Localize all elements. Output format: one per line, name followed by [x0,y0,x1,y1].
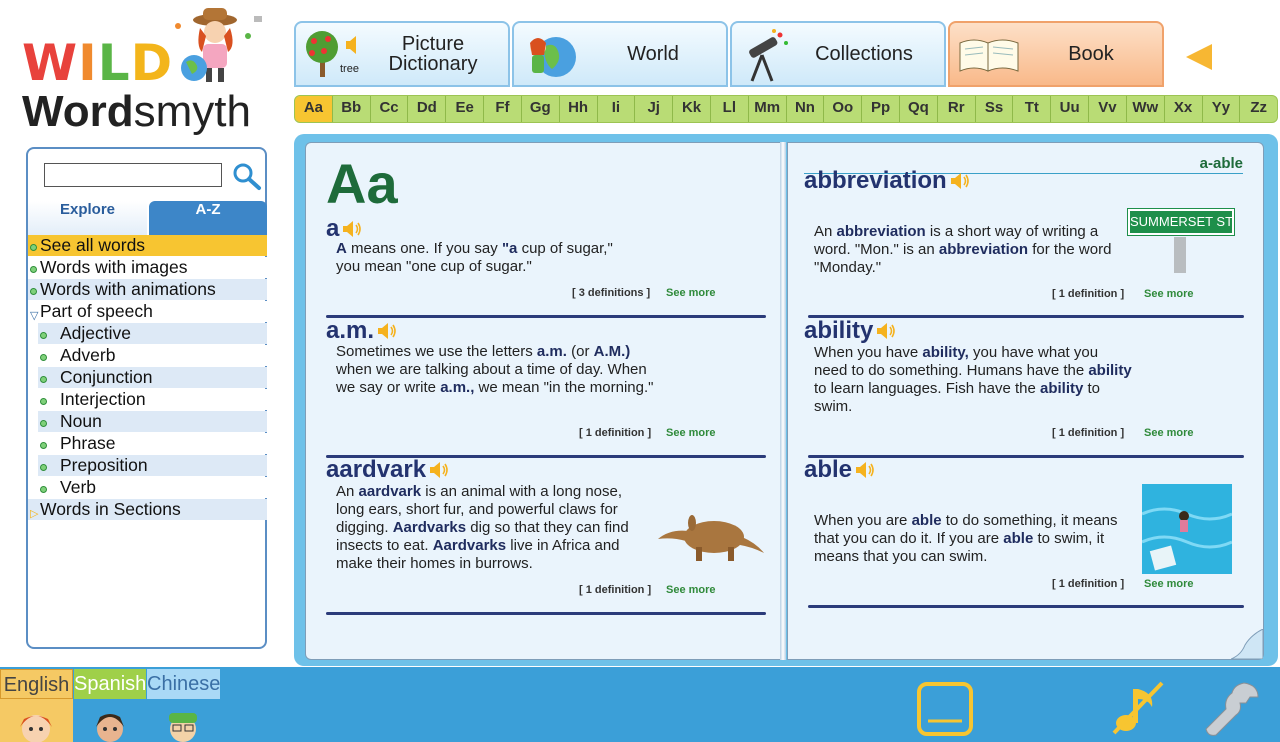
letter-tab-y[interactable]: Yy [1203,96,1241,122]
tab-picture-dictionary[interactable] [294,21,510,87]
entry-word[interactable] [804,167,971,195]
logo-letter: D [130,34,174,92]
see-more-link[interactable]: See more [666,427,716,439]
logo-wild-text [22,34,173,92]
logo-letter: L [97,34,131,92]
entry-definition: Sometimes we use the letters a.m. (or A.M.) when we are talking about a time of day. When we say or write a.m., we mean "in the morning." [336,343,654,396]
bullet-icon [40,420,47,427]
tab-label-line1: Picture [401,33,465,55]
logo-letter: W [22,34,79,92]
letter-tab-g[interactable]: Gg [522,96,560,122]
letter-tab-e[interactable]: Ee [446,96,484,122]
entry-divider [808,605,1244,608]
back-arrow-icon[interactable] [1186,44,1212,70]
letter-tab-c[interactable]: Cc [371,96,409,122]
expand-triangle-icon[interactable]: ▽ [30,310,39,322]
sidebar-item[interactable] [38,455,267,476]
definition-count: [ 1 definition ] [1052,578,1125,590]
dictionary-book [294,134,1278,666]
chinese-kid-icon[interactable] [147,699,220,742]
right-page [787,142,1264,660]
language-spanish[interactable]: Spanish [74,669,146,699]
letter-tab-k[interactable]: Kk [673,96,711,122]
sidebar-tabs [28,201,265,235]
letter-tab-p[interactable]: Pp [862,96,900,122]
sidebar-item[interactable] [28,301,267,322]
speaker-icon[interactable] [428,461,450,479]
english-kid-icon[interactable] [0,699,73,742]
language-chinese[interactable]: Chinese [147,669,220,699]
sidebar-item-label: Part of speech [40,301,153,321]
sidebar-item[interactable] [28,279,267,300]
letter-tab-i[interactable]: Ii [598,96,636,122]
entry-word[interactable] [804,456,876,484]
entry-word-text: a.m. [326,317,375,344]
tab-label: Book [1068,43,1114,65]
see-more-link[interactable]: See more [1144,578,1194,590]
swimmer-image [1142,484,1232,574]
tab-label [362,23,504,85]
notebook-icon[interactable] [916,681,974,737]
letter-tab-m[interactable]: Mm [749,96,787,122]
search-icon[interactable] [230,161,264,191]
sidebar-item[interactable] [38,367,267,388]
left-page [305,142,783,660]
spanish-kid-icon[interactable] [74,699,147,742]
letter-tab-q[interactable]: Qq [900,96,938,122]
entry-definition: When you are able to do something, it means that you can do it. If you are able to swim, it means that you can swim. [814,512,1118,565]
sidebar-item-label: See all words [40,235,146,255]
entry-word-text: ability [804,317,874,344]
sidebar-item[interactable] [28,235,267,256]
bullet-icon [40,376,47,383]
explorer-kid-icon [170,6,270,86]
letter-tab-t[interactable]: Tt [1013,96,1051,122]
definition-count: [ 1 definition ] [579,584,652,596]
book-spine [780,142,786,660]
bottom-bar [0,667,1280,742]
sidebar-item-label: Interjection [60,389,146,409]
sidebar-item-label: Words with animations [40,279,216,299]
tab-a-z[interactable]: A-Z [149,201,267,235]
tab-world[interactable] [512,21,728,87]
open-book-icon [956,35,1022,75]
sidebar-item-label: Phrase [60,433,116,453]
tab-collections[interactable] [730,21,946,87]
definition-count: [ 3 definitions ] [572,287,651,299]
see-more-link[interactable]: See more [666,287,716,299]
bullet-icon [40,354,47,361]
sidebar [26,147,267,649]
bullet-icon [40,332,47,339]
street-sign-text: SUMMERSET ST. [1128,209,1234,235]
letter-tab-r[interactable]: Rr [938,96,976,122]
letter-tab-v[interactable]: Vv [1089,96,1127,122]
entry-word-text: a [326,215,340,242]
letter-tab-j[interactable]: Jj [635,96,673,122]
entry-definition: An abbreviation is a short way of writing a word. "Mon." is an abbreviation for the word "Monday." [814,223,1112,276]
entry-word-text: aardvark [326,456,427,483]
letter-tab-a[interactable]: Aa [295,96,333,122]
search-input[interactable] [44,163,222,187]
speaker-icon[interactable] [341,220,363,238]
bullet-icon [40,398,47,405]
entry-definition: An aardvark is an animal with a long nose, long ears, short fur, and powerful claws for digging. Aardvarks dig so that they can find insects to eat. Aardvarks live in Africa and make their homes in burrows. [336,483,629,572]
logo-wordsmyth-text [22,88,251,136]
sidebar-item-label: Preposition [60,455,148,475]
sidebar-item[interactable] [38,411,267,432]
tree-caption: tree [340,63,359,75]
speaker-icon[interactable] [949,172,971,190]
sidebar-item[interactable] [38,433,267,454]
telescope-icon [740,29,790,85]
entry-word[interactable] [326,215,363,243]
sidebar-item[interactable] [28,257,267,278]
letter-tab-f[interactable]: Ff [484,96,522,122]
page-curl-icon[interactable] [1231,629,1263,659]
sidebar-item-label: Conjunction [60,367,153,387]
speaker-icon[interactable] [875,322,897,340]
aardvark-image [656,507,766,567]
tab-explore[interactable]: Explore [28,201,147,235]
speaker-icon[interactable] [854,461,876,479]
language-english[interactable]: English [0,669,73,699]
sidebar-list [28,235,267,521]
letter-tab-o[interactable]: Oo [824,96,862,122]
see-more-link[interactable]: See more [666,584,716,596]
sidebar-item-label: Adverb [60,345,116,365]
music-off-icon[interactable] [1108,679,1168,737]
letter-tab-x[interactable]: Xx [1165,96,1203,122]
definition-count: [ 1 definition ] [1052,288,1125,300]
logo-word-bold: Word [22,87,134,136]
page-letter-heading: Aa [326,152,398,215]
alphabet-bar [294,95,1278,123]
entry-divider [326,612,766,615]
sidebar-item[interactable] [38,389,267,410]
entry-definition: A means one. If you say "a cup of sugar," you mean "one cup of sugar." [336,240,613,275]
letter-tab-n[interactable]: Nn [787,96,825,122]
definition-count: [ 1 definition ] [1052,427,1125,439]
wordsmyth-logo [22,6,282,146]
entry-word[interactable] [804,317,897,345]
sidebar-item-label: Noun [60,411,102,431]
speaker-icon[interactable] [376,322,398,340]
letter-tab-l[interactable]: Ll [711,96,749,122]
definition-count: [ 1 definition ] [579,427,652,439]
bullet-icon [30,266,37,273]
tab-book[interactable] [948,21,1164,87]
street-sign-image [1128,209,1234,273]
entry-word[interactable] [326,456,450,484]
letter-tab-b[interactable]: Bb [333,96,371,122]
letter-tab-w[interactable]: Ww [1127,96,1165,122]
bullet-icon [30,244,37,251]
globe-icon [522,29,582,81]
bullet-icon [40,442,47,449]
collapse-triangle-icon[interactable]: ▷ [30,508,39,520]
bullet-icon [40,464,47,471]
sidebar-item[interactable] [38,345,267,366]
letter-tab-z[interactable]: Zz [1250,99,1268,116]
entry-word-text: able [804,456,853,483]
tab-label: World [627,43,679,65]
page-range: a-able [1199,155,1243,172]
sidebar-item-label: Adjective [60,323,132,343]
see-more-link[interactable]: See more [1144,427,1194,439]
logo-letter: I [78,34,98,92]
sidebar-item[interactable] [28,499,267,520]
entry-definition: When you have ability, you have what you need to do something. Humans have the ability to learn languages. Fish have the ability to swim. [814,344,1132,415]
tab-label-line2: Dictionary [388,53,478,75]
sidebar-item[interactable] [38,323,267,344]
see-more-link[interactable]: See more [1144,288,1194,300]
letter-tab-u[interactable]: Uu [1051,96,1089,122]
sidebar-item-label: Words with images [40,257,188,277]
entry-word-text: abbreviation [804,167,947,194]
letter-tab-d[interactable]: Dd [408,96,446,122]
bullet-icon [40,486,47,493]
letter-tab-h[interactable]: Hh [560,96,598,122]
bullet-icon [30,288,37,295]
logo-word-rest: smyth [133,87,251,136]
sidebar-item-label: Words in Sections [40,499,181,519]
sidebar-item[interactable] [38,477,267,498]
sidebar-item-label: Verb [60,477,96,497]
tab-label: Collections [815,43,913,65]
wrench-icon[interactable] [1204,679,1262,737]
letter-tab-s[interactable]: Ss [976,96,1014,122]
entry-word[interactable] [326,317,398,345]
